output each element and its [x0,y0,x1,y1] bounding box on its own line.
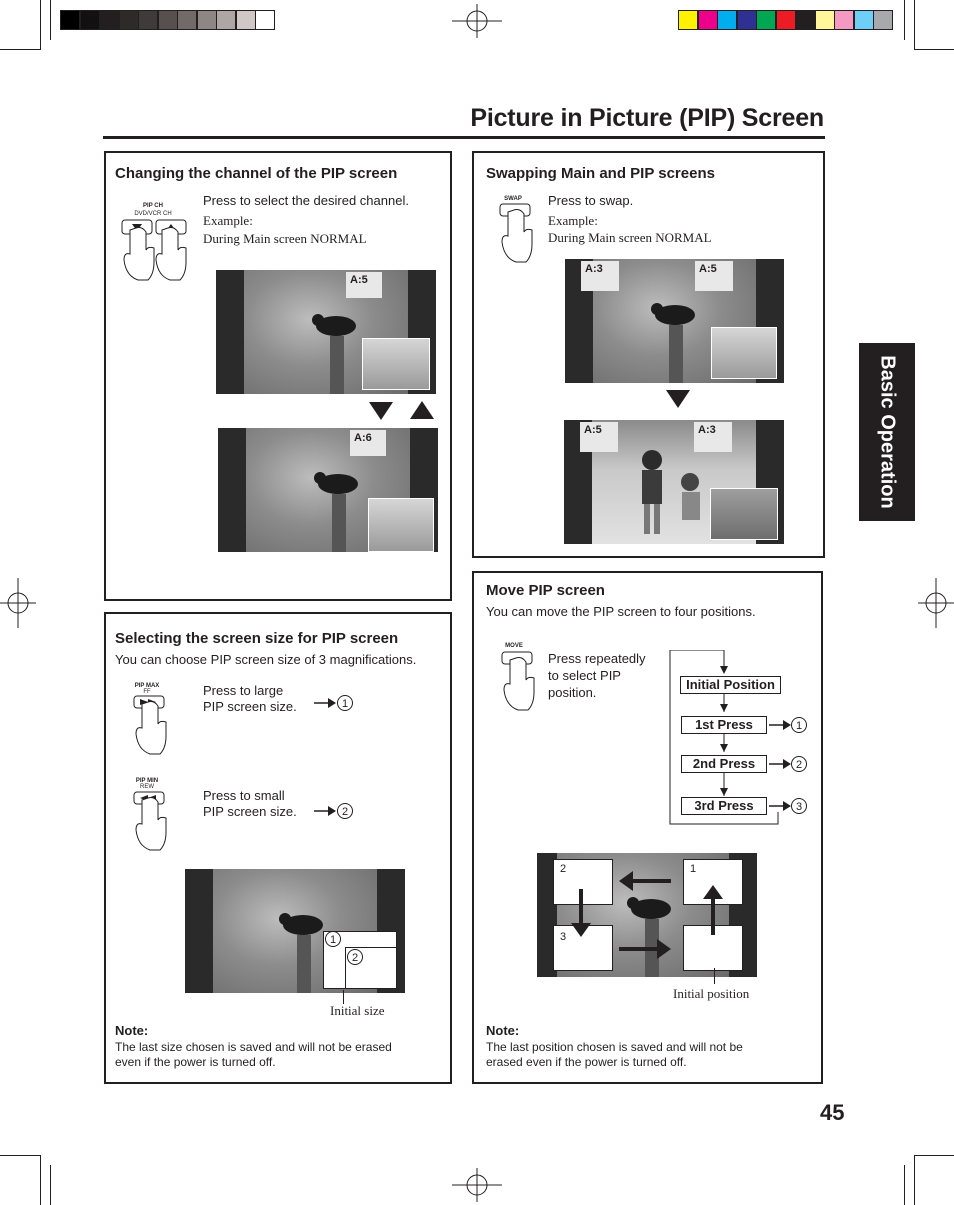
right-arrow-icon [314,805,336,817]
crop-mark [50,0,51,40]
tv-screen-move-demo [537,853,757,977]
pip-ch-button-label: PIP CH [143,203,163,209]
title-rule [103,136,825,139]
crop-mark [904,1165,905,1205]
pip-window [710,488,778,540]
main-channel-label: A:3 [694,422,732,452]
gray-swatch [216,10,236,30]
color-swatch [678,10,698,30]
crop-mark [0,49,40,50]
swap-button-label: SWAP [504,196,522,202]
bird-picture [645,295,715,383]
color-swatch [737,10,757,30]
hand-press-swap-icon [498,202,538,266]
crop-mark [914,1155,954,1156]
hand-press-pip-max-icon [132,694,172,758]
tv-screen-before-swap [565,259,784,383]
pip-channel-label: A:3 [581,261,619,291]
right-arrow-icon [769,719,791,731]
page-number: 45 [820,1100,845,1125]
swap-heading: Swapping Main and PIP screens [486,165,715,182]
crop-mark [914,49,954,50]
initial-position-leader [714,968,715,984]
children-picture [624,444,714,540]
gray-swatch [158,10,178,30]
move-heading: Move PIP screen [486,582,605,599]
gray-swatch [197,10,217,30]
move-button-label: MOVE [505,643,523,649]
channel-label: A:5 [346,272,382,298]
large-size-line1: Press to large [203,683,284,698]
move-instruction-line2: to select PIP [548,668,621,683]
gray-swatch [119,10,139,30]
crop-mark [40,0,41,50]
tv-screen-after-swap [564,420,784,544]
hand-press-channel-buttons-icon [118,218,194,282]
initial-position-box: Initial Position [680,676,781,694]
tv-screen-before [216,270,436,394]
gray-swatch [177,10,197,30]
size-note-line2: even if the power is turned off. [115,1055,276,1069]
position-marker-3: 3 [559,931,567,943]
small-size-line1: Press to small [203,788,285,803]
move-note-heading: Note: [486,1023,520,1038]
hand-press-pip-min-icon [132,790,172,854]
position-marker-2: 2 [791,756,807,772]
pip-channel-example: Example: [203,213,253,228]
crop-mark [914,1155,915,1205]
second-press-box: 2nd Press [681,755,767,773]
channel-label: A:6 [350,430,386,456]
pip-max-button-label: PIP MAX [134,683,160,689]
pip-channel-instruction: Press to select the desired channel. [203,193,409,208]
gray-swatch [80,10,100,30]
color-swatch [717,10,737,30]
color-swatch [795,10,815,30]
size-marker-1: 1 [337,695,353,711]
crop-mark [50,1165,51,1205]
size-note-line1: The last size chosen is saved and will not be erased [115,1040,392,1054]
size-marker-1: 1 [325,931,341,947]
color-swatch [834,10,854,30]
position-marker-2: 2 [559,863,567,875]
size-marker-2: 2 [347,949,363,965]
main-channel-label: A:5 [695,261,733,291]
move-instruction-line3: position. [548,685,597,700]
right-arrow-icon [314,697,336,709]
color-swatch [815,10,835,30]
crop-mark [40,1155,41,1205]
channel-up-arrow-icon [410,401,434,419]
color-swatch [698,10,718,30]
right-arrow-icon [769,800,791,812]
third-press-box: 3rd Press [681,797,767,815]
registration-target [452,4,502,38]
right-arrow-icon [769,758,791,770]
swap-arrow-icon [666,390,690,408]
page-title: Picture in Picture (PIP) Screen [470,104,824,132]
hand-press-move-icon [500,650,540,714]
small-size-line2: PIP screen size. [203,804,297,819]
crop-mark [0,1155,40,1156]
large-size-line2: PIP screen size. [203,699,297,714]
position-marker-1: 1 [689,863,697,875]
swap-example-detail: During Main screen NORMAL [548,230,712,245]
section-tab [859,343,915,521]
swap-instruction: Press to swap. [548,193,634,208]
move-arrows-icon [537,853,757,977]
pip-channel-label: A:5 [580,422,618,452]
gray-swatch [60,10,80,30]
position-marker-3: 3 [791,798,807,814]
gray-swatch [255,10,275,30]
move-intro: You can move the PIP screen to four positions. [486,604,756,619]
move-note-line2: erased even if the power is turned off. [486,1055,687,1069]
color-swatch [776,10,796,30]
color-swatch [873,10,893,30]
move-instruction-line1: Press repeatedly [548,651,646,666]
pip-channel-example-detail: During Main screen NORMAL [203,231,367,246]
gray-swatch [236,10,256,30]
ff-button-label: FF [143,689,151,695]
tv-screen-size-demo [185,869,405,993]
registration-target [0,578,36,628]
gray-swatch [99,10,119,30]
swap-example: Example: [548,213,598,228]
registration-target [918,578,954,628]
color-swatch [854,10,874,30]
section-tab-label: Basic Operation [876,355,899,509]
initial-position-caption: Initial position [673,986,750,1001]
tv-screen-after [218,428,438,552]
crop-mark [904,0,905,40]
pip-window [368,498,434,552]
first-press-box: 1st Press [681,716,767,734]
gray-swatch [138,10,158,30]
rew-button-label: REW [140,784,154,790]
channel-down-arrow-icon [369,402,393,420]
color-swatch [756,10,776,30]
pip-min-button-label: PIP MIN [135,778,159,784]
registration-target [452,1168,502,1202]
pip-size-intro: You can choose PIP screen size of 3 magnifications. [115,652,417,667]
initial-size-caption: Initial size [330,1003,385,1018]
position-marker-1: 1 [791,717,807,733]
crop-mark [914,0,915,50]
pip-window [711,327,777,379]
size-note-heading: Note: [115,1023,149,1038]
pip-channel-heading: Changing the channel of the PIP screen [115,165,398,182]
pip-window [362,338,430,390]
move-note-line1: The last position chosen is saved and will not be [486,1040,743,1054]
size-marker-2: 2 [337,803,353,819]
pip-size-heading: Selecting the screen size for PIP screen [115,630,399,647]
dvd-vcr-ch-button-label: DVD/VCR CH [134,211,172,217]
